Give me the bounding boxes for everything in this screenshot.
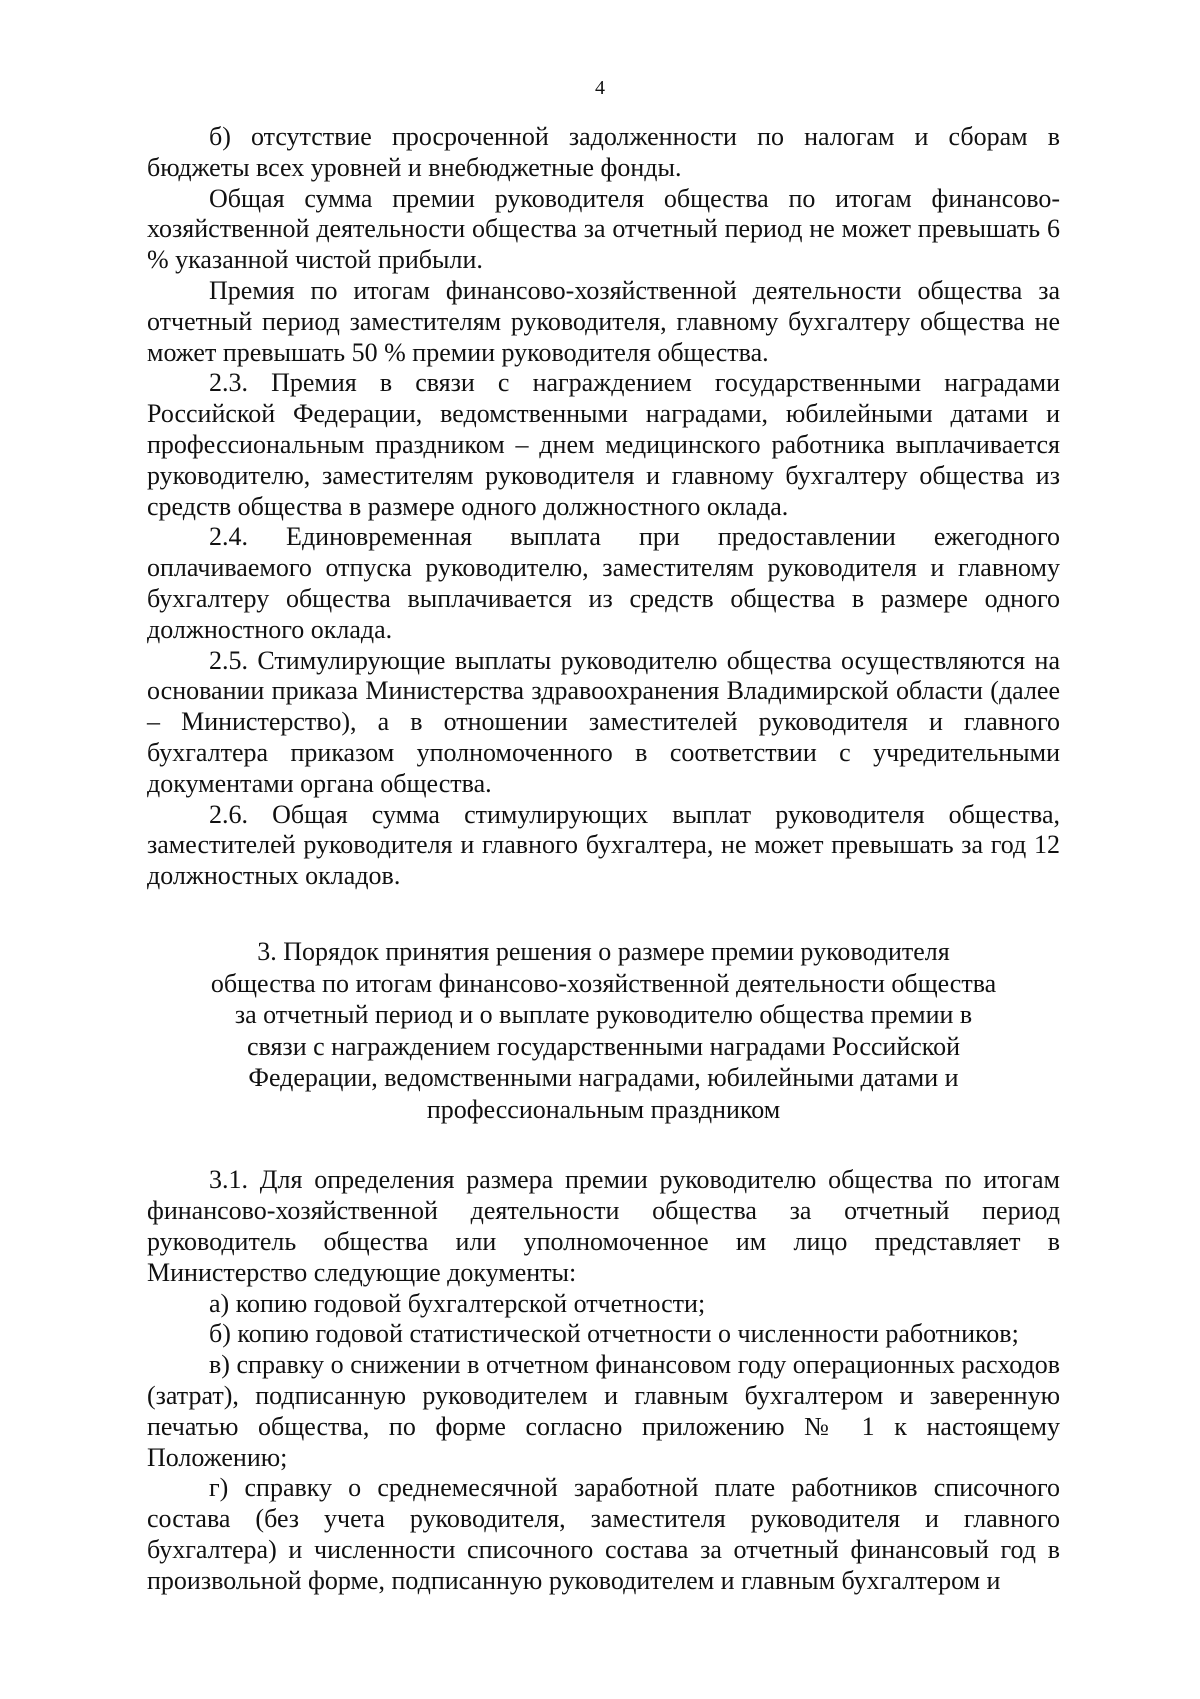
list-item-v: в) справку о снижении в отчетном финансовом году операционных расходов (затрат), подписанную руководителем и главным бухгалтером и заверенную печатью общества, по форме согласно приложению № 1 к настоящему Положению;	[147, 1350, 1060, 1472]
list-item-b: б) копию годовой статистической отчетности о численности работников;	[209, 1319, 1019, 1349]
list-item-g: г) справку о среднемесячной заработной плате работников списочного состава (без учета руководителя, заместителя руководителя и главного бухгалтера) и численности списочного состава за отчетный финансовый год в произвольной форме, подписанную руководителем и главным бухгалтером и	[147, 1473, 1060, 1595]
paragraph-3-1: 3.1. Для определения размера премии руководителю общества по итогам финансово-хозяйственной деятельности общества за отчетный период руководитель общества или уполномоченное им лицо представляет в Министерство следующие документы:	[147, 1165, 1060, 1287]
paragraph-total-bonus-limit: Общая сумма премии руководителя общества по итогам финансово-хозяйственной деятельности общества за отчетный период не может превышать 6 % указанной чистой прибыли.	[147, 183, 1060, 275]
page-number: 4	[595, 77, 605, 99]
document-body	[147, 122, 1060, 1597]
section-3-heading: 3. Порядок принятия решения о размере премии руководителя общества по итогам финансово-хозяйственной деятельности общества за отчетный период и о выплате руководителю общества премии в связи с награждением государственными наградами Российской Федерации, ведомственными наградами, юбилейными датами и профессиональным праздником	[210, 936, 997, 1124]
paragraph-b-no-arrears: б) отсутствие просроченной задолженности по налогам и сборам в бюджеты всех уровней и внебюджетные фонды.	[147, 122, 1060, 182]
section-spacer	[147, 1125, 1060, 1165]
paragraph-2-6: 2.6. Общая сумма стимулирующих выплат руководителя общества, заместителей руководителя и главного бухгалтера, не может превышать за год 12 должностных окладов.	[147, 799, 1060, 891]
paragraph-2-4: 2.4. Единовременная выплата при предоставлении ежегодного оплачиваемого отпуска руководителю, заместителям руководителя и главному бухгалтеру общества выплачивается из средств общества в размере одного должностного оклада.	[147, 522, 1060, 644]
paragraph-2-3: 2.3. Премия в связи с награждением государственными наградами Российской Федерации, ведомственными наградами, юбилейными датами и профессиональным праздником – днем медицинского работника выплачивается руководителю, заместителям руководителя и главному бухгалтеру общества из средств общества в размере одного должностного оклада.	[147, 368, 1060, 521]
list-item-a: а) копию годовой бухгалтерской отчетности;	[209, 1288, 706, 1318]
paragraph-deputy-bonus-limit: Премия по итогам финансово-хозяйственной деятельности общества за отчетный период заместителям руководителя, главному бухгалтеру общества не может превышать 50 % премии руководителя общества.	[147, 275, 1060, 367]
paragraph-2-5: 2.5. Стимулирующие выплаты руководителю общества осуществляются на основании приказа Министерства здравоохранения Владимирской области (далее – Министерство), а в отношении заместителей руководителя и главного бухгалтера приказом уполномоченного в соответствии с учредительными документами органа общества.	[147, 645, 1060, 798]
